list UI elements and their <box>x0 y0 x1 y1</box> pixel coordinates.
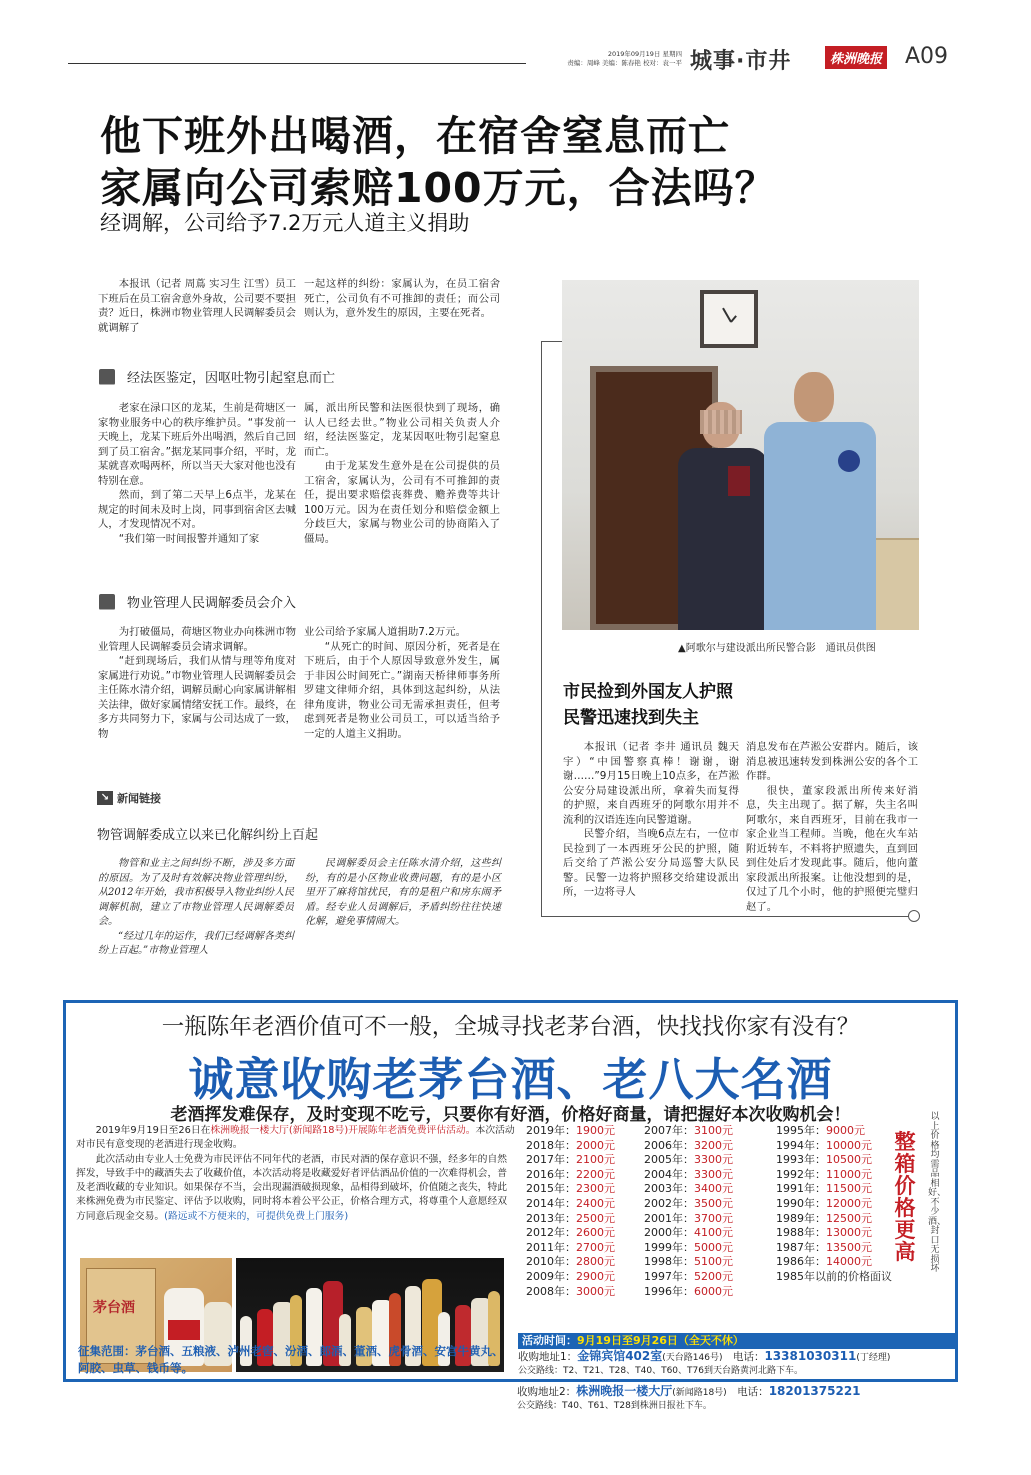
price-value: 5000元 <box>694 1240 733 1254</box>
section1-column-2 <box>304 401 500 546</box>
section2-paragraph: “赶到现场后，我们从情与理等角度对家属进行劝说。”市物业管理人民调解委员会主任陈水清介绍，调解员耐心向家属讲解相关法律，做好家属情绪安抚工作。最终，在多方共同努力下，家属与公司达成了一致，物 <box>98 655 296 740</box>
ad-subtitle: 老酒挥发难保存，及时变现不吃亏，只要你有好酒，价格好商量，请把握好本次收购机会！ <box>170 1105 851 1125</box>
price-value: 11000元 <box>826 1167 872 1181</box>
price-value: 2800元 <box>576 1255 615 1269</box>
price-year: 1996年： <box>644 1284 694 1298</box>
bus-route-2: 公交路线：T40、T61、T28到株洲日报社下车。 <box>517 1401 712 1411</box>
section1-paragraph: 由于龙某发生意外是在公司提供的员工宿舍，家属认为，公司有不可推卸的责任，提出要求赔偿丧葬费、赡养费等共计100万元。因为在责任划分和赔偿金额上分歧巨大，家属与物业公司的协商陷入了僵局。 <box>304 460 500 545</box>
section2-paragraph: 业公司给予家属人道捐助7.2万元。 <box>304 626 466 638</box>
addr1-label: 收购地址1： <box>518 1351 578 1363</box>
ad-intro-paragraph-2 <box>76 1153 516 1224</box>
price-value: 3200元 <box>694 1138 733 1152</box>
section2-title: 物业管理人民调解委员会介入 <box>127 596 297 611</box>
price-value: 5100元 <box>694 1255 733 1269</box>
price-row <box>776 1241 892 1256</box>
phone1: 13381030311 <box>764 1349 857 1363</box>
price-year: 2007年： <box>644 1124 694 1137</box>
price-value: 2700元 <box>576 1240 615 1254</box>
advertisement <box>63 1000 958 1382</box>
price-year: 2011年： <box>526 1240 576 1254</box>
price-row <box>776 1212 892 1227</box>
price-year: 1999年： <box>644 1240 694 1254</box>
price-row <box>526 1168 615 1183</box>
section1-paragraph: “我们第一时间报警并通知了家 <box>118 532 260 545</box>
section2-column-1 <box>98 625 296 741</box>
news-link-column-2 <box>305 857 501 930</box>
price-year: 1994年： <box>776 1138 826 1152</box>
main-headline-line1: 他下班外出喝酒，在宿舍窒息而亡 <box>100 112 730 160</box>
price-row <box>776 1197 892 1212</box>
price-column-3 <box>776 1124 892 1285</box>
price-year: 2015年： <box>526 1182 576 1196</box>
price-value: 4100元 <box>694 1226 733 1240</box>
ad-intro-highlight: 株洲晚报一楼大厅(新闻路18号)开展陈年老酒免费评估活动。 <box>210 1125 476 1136</box>
price-row <box>526 1226 615 1241</box>
price-value: 2600元 <box>576 1226 615 1240</box>
intro-column-2 <box>304 277 500 321</box>
newspaper-logo: 株洲晚报 <box>825 46 887 69</box>
price-year: 2013年： <box>526 1211 576 1225</box>
price-row <box>644 1212 733 1227</box>
arrow-icon: ↘ <box>97 791 113 805</box>
price-year: 2005年： <box>644 1153 694 1167</box>
price-value: 6000元 <box>694 1284 733 1298</box>
price-year: 2003年： <box>644 1182 694 1196</box>
price-value: 12000元 <box>826 1196 872 1210</box>
section2-column-2 <box>304 625 500 741</box>
price-row <box>526 1255 615 1270</box>
price-value: 3300元 <box>694 1153 733 1167</box>
price-row <box>644 1270 733 1285</box>
second-headline-line1: 市民捡到外国友人护照 <box>563 682 733 702</box>
section1-column-1 <box>98 401 296 546</box>
price-value: 3700元 <box>694 1211 733 1225</box>
section1-paragraph: 然而，到了第二天早上6点半，龙某在规定的时间未及时上岗，同事到宿舍区去喊人，才发现情况不对。 <box>98 489 296 530</box>
intro-paragraph-1: 本报讯（记者 周蔦 实习生 江雪）员工下班后在员工宿舍意外身故，公司要不要担责？近日，株洲市物业管理人民调解委员会就调解了 <box>98 278 296 334</box>
intro-paragraph-2: 一起这样的纠纷：家属认为，在员工宿舍死亡，公司负有不可推卸的责任；而公司则认为，意外发生的原因，主要在死者。 <box>304 278 500 319</box>
price-year: 2018年： <box>526 1138 576 1152</box>
ad-intro <box>76 1124 516 1224</box>
header-meta <box>542 50 682 68</box>
price-value: 2200元 <box>576 1167 615 1181</box>
price-year: 2006年： <box>644 1138 694 1152</box>
price-value: 10500元 <box>826 1153 872 1167</box>
phone1-person: (丁经理) <box>856 1353 891 1363</box>
price-year: 2009年： <box>526 1269 576 1283</box>
price-year: 2016年： <box>526 1167 576 1181</box>
activity-time-label: 活动时间： <box>522 1334 577 1347</box>
second-headline-line2: 民警迅速找到失主 <box>563 708 699 728</box>
price-tail: 1985年以前的价格面议 <box>776 1269 892 1283</box>
price-value: 13500元 <box>826 1240 872 1254</box>
header-editors: 责编：周峰 美编：陈春艳 校对：袁一平 <box>567 59 682 67</box>
price-row <box>644 1226 733 1241</box>
addr2-label: 收购地址2： <box>517 1386 577 1398</box>
price-value: 2100元 <box>576 1153 615 1167</box>
news-photo <box>562 280 919 630</box>
ad-intro-service-note: (路远或不方便来的，可提供免费上门服务) <box>164 1210 349 1222</box>
price-row <box>644 1197 733 1212</box>
condition-note: 以上价格均需品相好、不少酒、封口无损坏 <box>928 1112 947 1274</box>
price-value: 2500元 <box>576 1211 615 1225</box>
ad-question: 一瓶陈年老酒价值可不一般，全城寻找老茅台酒，快找找你家有没有？ <box>161 1014 860 1040</box>
price-row <box>776 1168 892 1183</box>
price-column-2 <box>644 1124 733 1299</box>
price-row <box>776 1124 892 1139</box>
price-value: 9000元 <box>826 1124 865 1137</box>
price-row <box>526 1124 615 1139</box>
price-row <box>644 1139 733 1154</box>
price-value: 12500元 <box>826 1211 872 1225</box>
section1-paragraph: 老家在渌口区的龙某，生前是荷塘区一家物业服务中心的秩序维护员。“事发前一天晚上，龙某下班后外出喝酒，然后自己回到了员工宿舍。”据龙某同事介绍，平时，龙某就喜欢喝两杯，所以当天大家对他也没有特别在意。 <box>98 402 296 487</box>
price-row <box>644 1182 733 1197</box>
price-value: 14000元 <box>826 1255 872 1269</box>
price-row <box>776 1153 892 1168</box>
price-row <box>776 1139 892 1154</box>
news-link-title: 物管调解委成立以来已化解纠纷上百起 <box>97 828 319 843</box>
main-headline <box>100 110 777 214</box>
second-headline <box>563 679 733 731</box>
article2-paragraph: 本报讯（记者 李井 通讯员 魏天宇）“中国警察真棒！谢谢，谢谢……”9月15日晚上10点多，在芦淞公安分局建设派出所，拿着失而复得的护照，来自西班牙的阿歌尔用并不流利的汉语连连向民警道谢。 <box>563 741 739 826</box>
price-row <box>644 1241 733 1256</box>
price-year: 1991年： <box>776 1182 826 1196</box>
price-row <box>526 1153 615 1168</box>
ad-intro-text: 2019年9月19日至26日在 <box>95 1125 211 1136</box>
section-marker-icon <box>99 594 115 610</box>
price-year: 2010年： <box>526 1255 576 1269</box>
section-marker-icon <box>99 369 115 385</box>
article2-paragraph: 民警介绍，当晚6点左右，一位市民捡到了一本西班牙公民的护照，随后交给了芦淞公安分局巡警大队民警。民警一边将护照移交给建设派出所，一边将寻人 <box>563 828 739 898</box>
addr1-name: 金锦宾馆402室 <box>577 1349 663 1363</box>
news-link-paragraph: “经过几年的运作，我们已经调解各类纠纷上百起。”市物业管理人 <box>98 930 294 956</box>
price-value: 3400元 <box>694 1182 733 1196</box>
news-link-label: 新闻链接 <box>117 792 161 805</box>
ad-intro-text: 此次活动由专业人士免费为市民评估不同年代的老酒，市民对酒的保存意识不强，经多年的自然挥发，导致手中的藏酒失去了收藏价值，本次活动将是收藏爱好者评估酒品价值的一次难得机会，普及老酒收藏的专业知识。如果保存不当，会出现漏酒破损现象，品相得到破坏，价值随之丧失，特此来株洲免费为市民鉴定、评估予以收购，同时将本着公平公正，价格合理方式，将尊重个人意愿经双方同意后现金交易。 <box>76 1153 508 1222</box>
wall-clock <box>700 290 758 348</box>
price-year: 2001年： <box>644 1211 694 1225</box>
phone2: 18201375221 <box>768 1384 861 1398</box>
price-year: 2017年： <box>526 1153 576 1167</box>
news-link-paragraph: 民调解委员会主任陈水清介绍，这些纠纷，有的是小区物业收费问题，有的是小区里开了麻将馆扰民，有的是租户和房东闹矛盾。经专业人员调解后，矛盾纠纷往往快速化解，避免事情闹大。 <box>305 858 501 927</box>
address-block-outer <box>517 1385 957 1413</box>
article2-paragraph: 消息发布在芦淞公安群内。随后，该消息被迅速转发到株洲公安的各个工作群。 <box>746 741 918 782</box>
price-value: 13000元 <box>826 1226 872 1240</box>
price-year: 2002年： <box>644 1196 694 1210</box>
addr2-extra: (新闻路18号) <box>672 1388 727 1398</box>
price-year: 2019年： <box>526 1124 576 1137</box>
frame-line <box>541 341 562 342</box>
section1-paragraph: 属，派出所民警和法医很快到了现场，确认人已经去世。”物业公司相关负责人介绍，经法医鉴定，龙某因呕吐物引起窒息而亡。 <box>304 402 500 458</box>
whole-box-note: 整箱价格更高 <box>894 1130 916 1264</box>
price-row <box>644 1124 733 1139</box>
price-year: 1988年： <box>776 1226 826 1240</box>
price-row <box>526 1241 615 1256</box>
main-headline-line2: 家属向公司索赔100万元，合法吗？ <box>100 164 777 212</box>
ad-big-title: 诚意收购老茅台酒、老八大名酒 <box>188 1053 833 1106</box>
article2-column-1 <box>563 740 739 900</box>
main-subheadline: 经调解，公司给予7.2万元人道主义捐助 <box>100 211 470 235</box>
phone1-label: 电话： <box>732 1351 765 1363</box>
price-value: 2000元 <box>576 1138 615 1152</box>
price-row <box>644 1153 733 1168</box>
address-2 <box>517 1385 957 1400</box>
price-year: 2012年： <box>526 1226 576 1240</box>
price-year: 1995年： <box>776 1124 826 1137</box>
address-1 <box>518 1350 958 1365</box>
price-value: 1900元 <box>576 1124 615 1137</box>
price-year: 1993年： <box>776 1153 826 1167</box>
addr1-extra: (天台路146号) <box>662 1353 723 1363</box>
header-date: 2019年09月19日 星期四 <box>607 50 682 58</box>
price-row <box>526 1212 615 1227</box>
addr2-name: 株洲晚报一楼大厅 <box>576 1384 673 1398</box>
collect-range: 征集范围：茅台酒、五粮液、泸州老窖、汾酒、郎酒、董酒、虎骨酒、安宫牛黄丸、阿胶、虫草、钱币等。 <box>78 1344 504 1375</box>
phone2-label: 电话： <box>737 1386 769 1398</box>
price-row <box>644 1285 733 1300</box>
price-year: 1989年： <box>776 1211 826 1225</box>
price-year: 1990年： <box>776 1196 826 1210</box>
price-row <box>776 1255 892 1270</box>
price-value: 11500元 <box>826 1182 872 1196</box>
police-officer <box>758 372 880 630</box>
section2-paragraph: “从死亡的时间、原因分析，死者是在下班后，由于个人原因导致意外发生，属于非因公时间死亡。”湖南天桥律师事务所罗建文律师介绍，具体到这起纠纷，从法律角度讲，物业公司无需承担责任，但考虑到死者是物业公司员工，可以适当给予一定的人道主义捐助。 <box>304 640 500 740</box>
passport <box>728 466 750 496</box>
price-row <box>776 1182 892 1197</box>
price-year: 2008年： <box>526 1284 576 1298</box>
activity-time <box>518 1333 958 1349</box>
section2-heading <box>99 592 296 611</box>
price-row <box>526 1270 615 1285</box>
section1-title: 经法医鉴定，因呕吐物引起窒息而亡 <box>127 371 336 386</box>
intro-column-1 <box>98 277 296 335</box>
price-value: 3500元 <box>694 1196 733 1210</box>
price-value: 10000元 <box>826 1138 872 1152</box>
news-link-paragraph: 物管和业主之间纠纷不断，涉及多方面的原因。为了及时有效解决物业管理纠纷，从2012年开始，我市积极导入物业纠纷人民调解机制，建立了市物业管理人民调解委员会。 <box>98 858 294 927</box>
maotai-box-label: 茅台酒 <box>93 1300 135 1316</box>
price-value: 2300元 <box>576 1182 615 1196</box>
news-link-column-1 <box>98 857 294 959</box>
price-row <box>526 1182 615 1197</box>
price-value: 2900元 <box>576 1269 615 1283</box>
price-year: 1986年： <box>776 1255 826 1269</box>
price-row <box>526 1139 615 1154</box>
price-year: 1987年： <box>776 1240 826 1254</box>
article2-column-2 <box>746 740 918 914</box>
frame-line <box>541 341 542 916</box>
frame-line <box>541 916 913 917</box>
price-year: 1997年： <box>644 1269 694 1283</box>
ad-intro-text: 本次活动对市民有意变现的老酒进行现金收购。 <box>76 1125 515 1151</box>
activity-time-value: 9月19日至9月26日（全天不休） <box>577 1334 744 1347</box>
ad-intro-paragraph-1 <box>76 1124 516 1153</box>
price-year: 1998年： <box>644 1255 694 1269</box>
price-value: 3300元 <box>694 1167 733 1181</box>
price-year: 2004年： <box>644 1167 694 1181</box>
price-row <box>776 1226 892 1241</box>
bus-route-1: 公交路线：T2、T21、T28、T40、T60、T76到天台路黄河北路下车。 <box>518 1366 803 1376</box>
price-row <box>526 1285 615 1300</box>
price-column-1 <box>526 1124 615 1299</box>
section1-heading <box>99 367 335 386</box>
price-value: 5200元 <box>694 1269 733 1283</box>
page-number: A09 <box>905 44 949 69</box>
section-title: 城事·市井 <box>690 49 792 74</box>
price-row <box>644 1255 733 1270</box>
header-rule <box>68 63 526 64</box>
price-value: 3100元 <box>694 1124 733 1137</box>
price-value: 2400元 <box>576 1196 615 1210</box>
price-value: 3000元 <box>576 1284 615 1298</box>
photo-caption: ▲阿歌尔与建设派出所民警合影 通讯员供图 <box>678 643 876 654</box>
address-block <box>518 1350 958 1378</box>
section2-paragraph: 为打破僵局，荷塘区物业办向株洲市物业管理人民调解委员会请求调解。 <box>98 626 296 653</box>
price-year: 1992年： <box>776 1167 826 1181</box>
price-year: 2000年： <box>644 1226 694 1240</box>
article2-paragraph: 很快，董家段派出所传来好消息，失主出现了。据了解，失主名叫阿歌尔，来自西班牙，目前在我市一家企业当工程师。当晚，他在火车站附近转车，不料将护照遗失，直到回到住处后才发现此事。随后，他向董家段派出所报案。让他没想到的是，仅过了几个小时，他的护照便完璧归赵了。 <box>746 784 918 913</box>
price-year: 2014年： <box>526 1196 576 1210</box>
price-row <box>644 1168 733 1183</box>
news-link-tag <box>97 790 161 806</box>
price-row <box>526 1197 615 1212</box>
